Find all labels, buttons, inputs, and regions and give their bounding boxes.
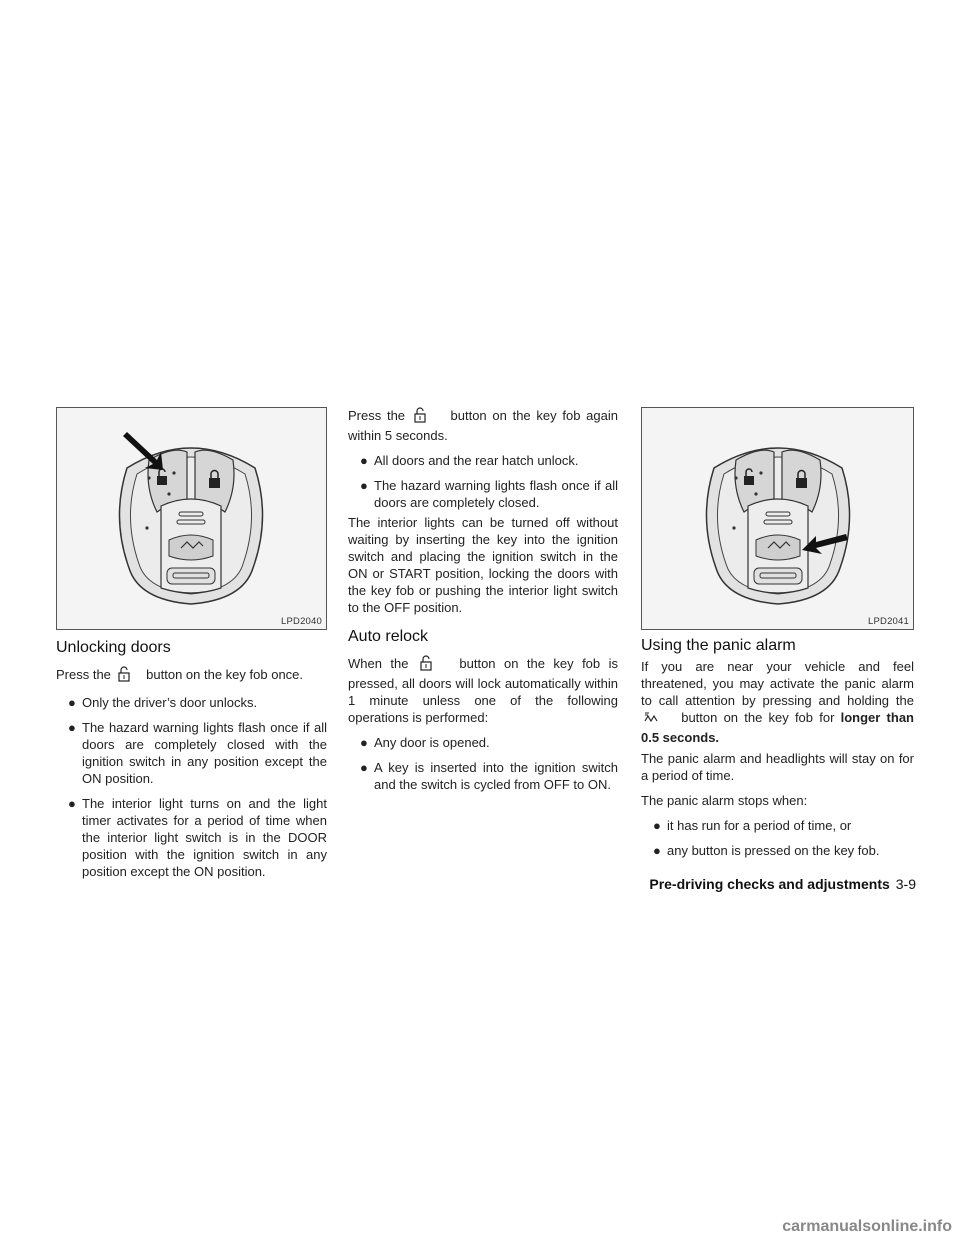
list-item: ● A key is inserted into the ignition switch and the switch is cycled from OFF to ON. — [360, 760, 618, 792]
unlock-icon — [419, 655, 449, 675]
bullet-mark: ● — [653, 843, 661, 858]
list-item: ● All doors and the rear hatch unlock. — [360, 453, 579, 468]
panic-stops-text: The panic alarm stops when: — [641, 793, 808, 808]
panic-duration: longer than 0.5 seconds. — [641, 710, 914, 745]
panic-intro: If you are near your vehicle and feel threatened, you may activate the panic alarm to call attention by pressing and holding the button on the key fob for longer than 0.5 seconds. — [641, 659, 914, 745]
key-fob-illustration — [642, 408, 913, 629]
bullet-mark: ● — [68, 796, 76, 811]
bullet-mark: ● — [653, 818, 661, 833]
again-instruction: Press the button on the key fob again within 5 seconds. — [348, 408, 618, 443]
bullet-mark: ● — [360, 735, 368, 750]
figure-label-left: LPD2040 — [280, 616, 322, 627]
panic-heading: Using the panic alarm — [641, 637, 796, 654]
middle-column — [348, 407, 618, 793]
panic-section — [641, 637, 914, 859]
panic-bullet-list — [641, 817, 914, 859]
unlock-press-prefix: Press the — [56, 667, 111, 682]
again-bullet-list — [348, 452, 618, 511]
list-item: ● Any door is opened. — [360, 735, 490, 750]
relock-heading: Auto relock — [348, 628, 429, 645]
page-number: 3-9 — [895, 876, 916, 892]
unlock-bullet-list — [56, 694, 327, 880]
bullet-mark: ● — [360, 760, 368, 775]
key-fob-illustration — [57, 408, 326, 629]
list-item: ● it has run for a period of time, or — [653, 818, 852, 833]
relock-bullet-list — [348, 734, 618, 793]
unlock-instruction — [56, 666, 327, 686]
page-footer — [649, 876, 916, 892]
list-item: ● Only the driver’s door unlocks. — [68, 695, 258, 710]
list-item: ● The hazard warning lights flash once if all doors are completely closed with the ignition switch in any position except the ON position. — [68, 720, 327, 786]
list-item: ● The hazard warning lights flash once if all doors are completely closed. — [360, 478, 618, 510]
bullet-mark: ● — [68, 720, 76, 735]
key-fob-panic-figure — [641, 407, 914, 630]
bullet-mark: ● — [68, 695, 76, 710]
key-fob-unlock-figure — [56, 407, 327, 630]
bullet-mark: ● — [360, 478, 368, 493]
unlock-heading: Unlocking doors — [56, 639, 171, 656]
bullet-mark: ● — [360, 453, 368, 468]
unlock-section — [56, 639, 327, 880]
relock-instruction: When the button on the key fob is pressed, all doors will lock automatically within 1 minute unless one of the following operations is performed: — [348, 656, 618, 725]
section-title: Pre-driving checks and adjustments — [649, 876, 890, 892]
panic-button-icon — [643, 711, 673, 729]
interior-lights-text: The interior lights can be turned off without waiting by inserting the key into the ignition switch and placing the ignition switch in the ON or START position, locking the doors with the key fob or pushing the interior light switch to the OFF position. — [348, 515, 618, 615]
unlock-icon — [413, 407, 443, 427]
list-item: ● The interior light turns on and the light timer activates for a period of time when the interior light switch is in the DOOR position with the ignition switch in any position except the ON position. — [68, 796, 327, 879]
panic-stay-text: The panic alarm and headlights will stay on for a period of time. — [641, 751, 914, 783]
unlock-icon — [117, 666, 141, 686]
watermark: carmanualsonline.info — [782, 1218, 952, 1235]
unlock-press-suffix: button on the key fob once. — [146, 667, 304, 682]
figure-label-right: LPD2041 — [867, 616, 909, 627]
list-item: ● any button is pressed on the key fob. — [653, 843, 880, 858]
